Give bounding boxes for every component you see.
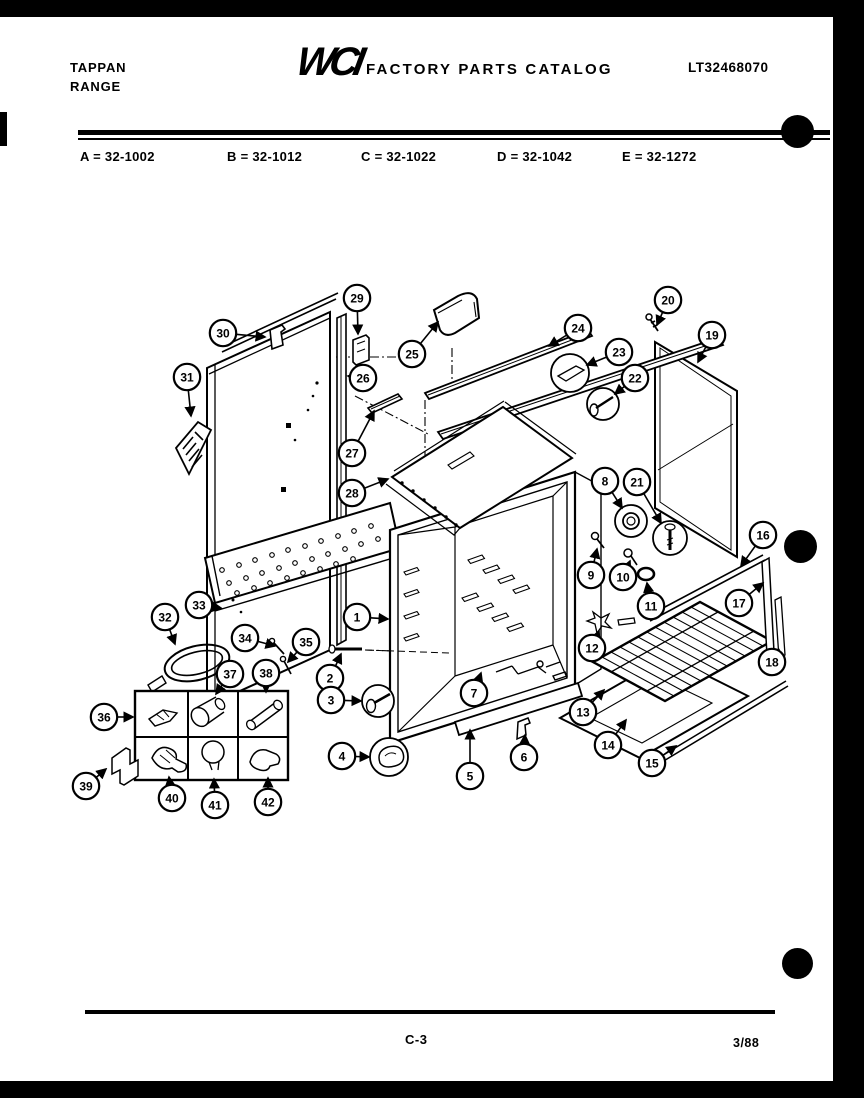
callout-27-leader: [358, 411, 374, 441]
footer-revision-date: 3/88: [733, 1036, 760, 1050]
detail-circle-3: [362, 685, 394, 717]
detail-circle-22: [587, 388, 619, 420]
callout-16: [741, 522, 776, 566]
callout-42-number: 42: [261, 795, 275, 810]
callout-6-number: 6: [520, 750, 528, 765]
vent-plate: [176, 422, 211, 474]
callout-10: [610, 561, 636, 590]
callout-42: [255, 778, 281, 815]
callout-17-leader: [749, 583, 763, 595]
callout-29: [344, 285, 370, 334]
scan-edge-right: [833, 0, 864, 1098]
callout-32: [152, 604, 178, 644]
callout-36-number: 36: [97, 710, 111, 725]
callout-4: [329, 743, 369, 769]
parts-grid: [135, 691, 288, 780]
callout-28-number: 28: [345, 486, 359, 501]
bulb-10: [624, 549, 632, 557]
callout-40: [159, 777, 185, 811]
callout-17-number: 17: [732, 596, 746, 611]
callout-2-number: 2: [326, 671, 334, 686]
callout-31-number: 31: [180, 370, 194, 385]
callout-20-leader: [657, 312, 663, 325]
callout-14-number: 14: [601, 738, 615, 753]
detail-circle-4: [370, 738, 408, 776]
latch-plate: [353, 335, 369, 365]
callout-25-leader: [420, 322, 438, 344]
callout-2: [317, 654, 343, 691]
scan-edge-top: [0, 0, 864, 17]
callout-11-number: 11: [644, 599, 658, 614]
callout-23-number: 23: [612, 345, 626, 360]
callout-39: [73, 769, 106, 799]
callout-9: [578, 549, 604, 588]
callout-7-number: 7: [470, 686, 478, 701]
callout-11: [638, 583, 664, 619]
callout-41-number: 41: [208, 798, 222, 813]
footer-page-number: C-3: [405, 1032, 428, 1047]
callout-39-number: 39: [79, 779, 93, 794]
detail-circle-23: [551, 354, 589, 392]
screw-34: [269, 638, 274, 643]
callout-26: [348, 365, 376, 391]
header-rule-thick: [78, 130, 830, 135]
callout-38: [253, 660, 279, 692]
wci-logo: WCI: [293, 40, 364, 84]
callout-41: [202, 779, 228, 818]
model-ref-c: C = 32-1022: [361, 149, 437, 164]
callout-21-number: 21: [630, 475, 644, 490]
callout-24-number: 24: [571, 321, 585, 336]
brand-product-type: RANGE: [70, 78, 121, 94]
callout-35-number: 35: [299, 635, 313, 650]
callout-8: [592, 468, 622, 508]
callout-2-leader: [336, 654, 342, 666]
callout-3: [318, 687, 361, 713]
callout-1: [344, 604, 388, 630]
screw-9: [592, 533, 599, 540]
callout-5: [457, 730, 483, 789]
model-ref-e: E = 32-1272: [622, 149, 697, 164]
callout-4-number: 4: [338, 749, 346, 764]
rear-channel-strip: [337, 314, 346, 645]
punch-hole-bottom: [782, 948, 813, 979]
callout-8-leader: [612, 492, 622, 508]
callout-26-number: 26: [356, 371, 370, 386]
model-ref-d: D = 32-1042: [497, 149, 573, 164]
callout-18: [759, 649, 785, 675]
callout-29-leader: [357, 311, 358, 334]
footer-rule: [85, 1010, 775, 1014]
callout-31: [174, 364, 200, 416]
bracket-12: [587, 612, 635, 633]
detail-circle-21: [653, 521, 687, 555]
callout-33-number: 33: [192, 598, 206, 613]
callout-22-leader: [615, 386, 625, 394]
callout-25: [399, 322, 438, 367]
model-ref-a: A = 32-1002: [80, 149, 155, 164]
brand-manufacturer: TAPPAN: [70, 60, 127, 75]
callout-32-leader: [170, 629, 175, 644]
callout-13-number: 13: [576, 705, 590, 720]
callout-15-number: 15: [645, 756, 659, 771]
callout-28: [339, 479, 388, 506]
callout-40-leader: [169, 777, 170, 785]
callout-11-leader: [647, 583, 649, 593]
cap-11: [638, 568, 654, 580]
callout-27-number: 27: [345, 446, 359, 461]
scan-smudge: [0, 112, 7, 146]
catalog-title: FACTORY PARTS CATALOG: [366, 61, 613, 78]
callout-20-number: 20: [661, 293, 675, 308]
callout-9-leader: [594, 549, 597, 562]
catalog-code: LT32468070: [688, 60, 769, 75]
back-panel-screw: [646, 314, 658, 331]
callout-3-leader: [344, 700, 361, 701]
callout-1-number: 1: [353, 610, 361, 625]
model-ref-b: B = 32-1012: [227, 149, 303, 164]
support-bracket: [517, 718, 530, 739]
oven-cavity: [390, 472, 601, 743]
callout-1-leader: [370, 618, 388, 619]
callout-18-number: 18: [765, 655, 779, 670]
callout-23-leader: [587, 357, 607, 365]
callout-32-number: 32: [158, 610, 172, 625]
callout-16-number: 16: [756, 528, 770, 543]
callout-20: [655, 287, 681, 325]
callout-39-leader: [96, 769, 106, 778]
callout-8-number: 8: [601, 474, 609, 489]
callout-6: [511, 735, 537, 770]
callout-12-number: 12: [585, 641, 599, 656]
vent-deflector: [434, 293, 479, 335]
callout-28-leader: [364, 479, 388, 488]
callout-10-number: 10: [616, 570, 630, 585]
scan-edge-bottom: [0, 1081, 864, 1098]
callout-9-number: 9: [587, 568, 595, 583]
callout-31-leader: [188, 390, 191, 416]
callout-36: [91, 704, 133, 730]
callout-41-leader: [214, 779, 215, 792]
callout-23: [587, 339, 632, 365]
callout-3-number: 3: [327, 693, 335, 708]
callout-19: [698, 322, 725, 362]
callout-34-number: 34: [238, 631, 252, 646]
callout-19-number: 19: [705, 328, 719, 343]
callout-22-number: 22: [628, 371, 642, 386]
callout-30-number: 30: [216, 326, 230, 341]
detail-circle-8: [615, 505, 647, 537]
brand-block: [70, 59, 126, 97]
callout-30: [210, 320, 265, 346]
callout-38-number: 38: [259, 666, 273, 681]
callout-29-number: 29: [350, 291, 364, 306]
callout-40-number: 40: [165, 791, 179, 806]
short-rail: [368, 394, 402, 413]
callout-37-number: 37: [223, 667, 237, 682]
callout-25-number: 25: [405, 347, 419, 362]
callout-4-leader: [355, 757, 369, 758]
callout-17: [726, 583, 763, 616]
header-rule-thin: [78, 138, 830, 140]
harness-connector: [148, 676, 166, 692]
punch-hole-middle: [784, 530, 817, 563]
callout-5-number: 5: [466, 769, 474, 784]
